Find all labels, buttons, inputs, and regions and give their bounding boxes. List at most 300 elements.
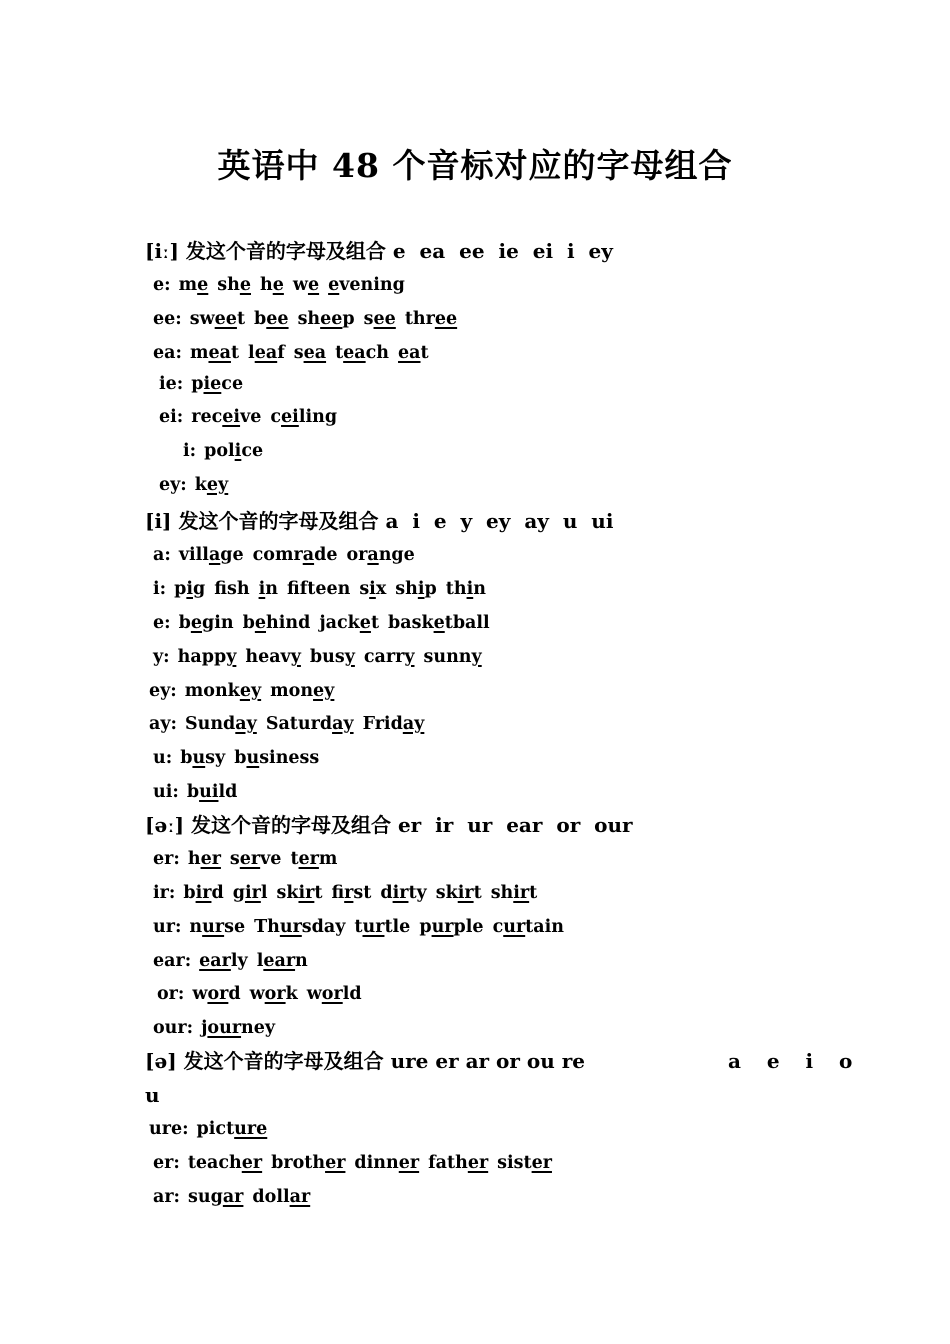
word-part: b	[180, 748, 193, 768]
section-heading-schwa-tail: a e i o	[728, 1049, 853, 1073]
word-part: s	[359, 579, 370, 599]
word-part: mon	[270, 681, 314, 701]
example-word	[298, 308, 355, 330]
underlined-letters: y	[226, 647, 237, 667]
example-word	[189, 916, 245, 938]
word-part: n	[295, 951, 308, 971]
example-word	[497, 1152, 552, 1174]
word-part: ve	[240, 407, 262, 427]
example-word	[179, 612, 234, 634]
row-label: ure:	[149, 1119, 189, 1139]
underlined-letters: ey	[313, 681, 335, 701]
word-part: s	[293, 343, 304, 363]
word-part: sh	[297, 309, 321, 329]
example-word	[195, 474, 228, 496]
word-part: fteen	[299, 579, 351, 599]
word-part: ney	[241, 1018, 276, 1038]
underlined-letters: ir	[344, 883, 354, 903]
row-label: our:	[153, 1018, 194, 1038]
word-part: k	[194, 475, 207, 495]
word-part: w	[192, 984, 208, 1004]
example-word	[188, 1186, 243, 1208]
example-word	[335, 342, 389, 364]
row-label: er:	[153, 849, 180, 869]
word-part: w	[249, 984, 265, 1004]
word-part: sh	[490, 883, 514, 903]
word-part: t	[314, 883, 323, 903]
word-part: vening	[339, 275, 405, 295]
word-part: f	[214, 579, 227, 599]
word-part: f	[331, 883, 345, 903]
underlined-letters: ea	[208, 343, 231, 363]
word-part: broth	[271, 1153, 326, 1173]
word-part: t	[473, 883, 482, 903]
underlined-letters: ur	[362, 917, 385, 937]
example-word	[270, 680, 334, 702]
example-word	[419, 916, 483, 938]
underlined-letters: i	[417, 579, 425, 599]
word-part: de	[314, 545, 338, 565]
word-part: d	[228, 984, 241, 1004]
example-word	[310, 646, 355, 668]
word-part: st	[353, 883, 372, 903]
row-label: ei:	[159, 407, 184, 427]
example-word	[266, 713, 354, 735]
underlined-letters: ee	[373, 309, 396, 329]
example-word	[293, 274, 319, 296]
example-word	[363, 713, 425, 735]
example-word	[359, 578, 386, 600]
word-part: c	[492, 917, 504, 937]
example-row	[159, 474, 237, 496]
example-word	[191, 406, 261, 428]
row-label: ir:	[153, 883, 176, 903]
example-word	[491, 882, 538, 904]
underlined-letters: ur	[431, 917, 454, 937]
example-word	[243, 612, 311, 634]
example-word	[197, 1118, 268, 1140]
underlined-letters: ear	[199, 951, 231, 971]
example-row	[183, 440, 272, 462]
word-part: sday	[301, 917, 346, 937]
underlined-letters: e	[328, 275, 340, 295]
word-part: p	[419, 917, 432, 937]
example-word	[180, 747, 225, 769]
word-part: sunn	[423, 647, 472, 667]
underlined-letters: ei	[222, 407, 241, 427]
example-word	[201, 1017, 275, 1039]
example-word	[254, 308, 289, 330]
word-part: sy	[205, 748, 226, 768]
example-row	[153, 950, 317, 972]
example-row	[153, 646, 491, 668]
example-row	[153, 578, 495, 600]
underlined-letters: ea	[343, 343, 366, 363]
word-part: b	[183, 883, 196, 903]
example-word	[493, 916, 564, 938]
row-label: u:	[153, 748, 173, 768]
example-word	[290, 848, 337, 870]
word-part: n	[473, 579, 486, 599]
section-heading-schwa-wrap: u	[145, 1083, 160, 1107]
word-part: sk	[276, 883, 299, 903]
underlined-letters: ear	[263, 951, 296, 971]
underlined-letters: ui	[199, 782, 219, 802]
row-label: ie:	[159, 374, 184, 394]
word-part: m	[178, 275, 198, 295]
row-label: e:	[153, 275, 171, 295]
example-row	[149, 713, 433, 735]
underlined-letters: ir	[298, 883, 315, 903]
example-word	[271, 1152, 345, 1174]
example-row	[149, 1118, 276, 1140]
underlined-letters: ir	[392, 883, 409, 903]
word-part: sw	[189, 309, 215, 329]
row-label: i:	[153, 579, 167, 599]
underlined-letters: ea	[303, 343, 327, 363]
word-part: l	[248, 343, 255, 363]
word-part: pict	[196, 1119, 235, 1139]
example-word	[174, 578, 205, 600]
underlined-letters: ie	[203, 374, 222, 394]
word-part: b	[178, 613, 191, 633]
word-part: bask	[388, 613, 434, 633]
row-label: e:	[153, 613, 171, 633]
underlined-letters: ea	[398, 343, 421, 363]
word-part: d	[380, 883, 393, 903]
word-part: m	[318, 849, 338, 869]
example-row	[153, 544, 424, 566]
word-part: p	[424, 579, 437, 599]
word-part: n	[265, 579, 278, 599]
row-label: er:	[153, 1153, 180, 1173]
word-part: t	[529, 883, 538, 903]
underlined-letters: ay	[332, 714, 354, 734]
example-row	[153, 848, 346, 870]
word-part: l	[260, 883, 268, 903]
word-part: h	[260, 275, 273, 295]
underlined-letters: ar	[289, 1187, 311, 1207]
example-word	[234, 747, 319, 769]
word-part: Sund	[184, 714, 236, 734]
example-word	[204, 440, 263, 462]
word-part: c	[270, 407, 282, 427]
word-part: ty	[408, 883, 427, 903]
underlined-letters: e	[433, 613, 445, 633]
example-word	[192, 983, 240, 1005]
example-word	[364, 646, 415, 668]
example-word	[276, 882, 322, 904]
word-part: carr	[363, 647, 405, 667]
row-label: y:	[153, 647, 170, 667]
underlined-letters: ure	[234, 1119, 268, 1139]
underlined-letters: our	[207, 1018, 242, 1038]
underlined-letters: a	[367, 545, 379, 565]
example-row	[153, 781, 246, 803]
underlined-letters: er	[200, 849, 221, 869]
example-word	[233, 882, 268, 904]
underlined-letters: y	[344, 647, 355, 667]
example-word	[257, 950, 308, 972]
underlined-letters: y	[471, 647, 482, 667]
example-row	[153, 274, 414, 296]
example-word	[287, 578, 350, 600]
word-part: j	[201, 1018, 208, 1038]
word-part: f	[286, 579, 300, 599]
example-word	[253, 544, 338, 566]
example-word	[354, 916, 410, 938]
underlined-letters: er	[467, 1153, 489, 1173]
example-word	[187, 781, 238, 803]
underlined-letters: ea	[254, 343, 278, 363]
example-word	[214, 578, 249, 600]
underlined-letters: ey	[239, 681, 262, 701]
example-word	[436, 882, 482, 904]
word-part: se	[224, 917, 246, 937]
underlined-letters: e	[239, 275, 251, 295]
word-part: gin	[202, 613, 234, 633]
underlined-letters: ar	[222, 1187, 244, 1207]
word-part: ling	[298, 407, 338, 427]
example-word	[199, 950, 248, 972]
section-heading-schwa: [ə] 发这个音的字母及组合 ure er ar or ou re	[145, 1049, 585, 1073]
example-word	[183, 882, 223, 904]
underlined-letters: e	[254, 613, 266, 633]
example-row	[153, 612, 499, 634]
underlined-letters: ur	[503, 917, 526, 937]
word-part: hind	[266, 613, 311, 633]
row-label: i:	[183, 441, 197, 461]
example-word	[398, 342, 429, 364]
example-word	[395, 578, 436, 600]
underlined-letters: i	[186, 579, 194, 599]
underlined-letters: i	[234, 441, 242, 461]
example-word	[294, 342, 326, 364]
word-part: doll	[252, 1187, 290, 1207]
page-title: 英语中 48 个音标对应的字母组合	[217, 146, 733, 185]
underlined-letters: u	[192, 748, 206, 768]
example-word	[188, 848, 221, 870]
word-part: pol	[204, 441, 235, 461]
example-word	[354, 1152, 419, 1174]
word-part: tain	[525, 917, 564, 937]
example-word	[245, 646, 301, 668]
underlined-letters: er	[298, 849, 319, 869]
example-word	[270, 406, 337, 428]
word-part: comr	[252, 545, 303, 565]
underlined-letters: er	[398, 1153, 420, 1173]
underlined-letters: ay	[235, 714, 257, 734]
word-part: s	[363, 309, 374, 329]
underlined-letters: er	[325, 1153, 346, 1173]
row-label: ar:	[153, 1187, 181, 1207]
underlined-letters: e	[272, 275, 284, 295]
word-part: rec	[191, 407, 223, 427]
word-part: ple	[453, 917, 484, 937]
word-part: t	[236, 309, 246, 329]
underlined-letters: e	[190, 613, 202, 633]
word-part: Saturd	[265, 714, 333, 734]
example-word	[424, 646, 482, 668]
example-word	[405, 308, 457, 330]
word-part: h	[187, 849, 201, 869]
underlined-letters: u	[246, 748, 260, 768]
word-part: t	[335, 343, 344, 363]
example-row	[153, 882, 546, 904]
word-part: x	[375, 579, 387, 599]
word-part: ch	[365, 343, 390, 363]
word-part: or	[346, 545, 368, 565]
example-word	[248, 342, 285, 364]
example-row	[153, 747, 328, 769]
example-word	[364, 308, 396, 330]
word-part: jack	[319, 613, 360, 633]
word-part: heav	[245, 647, 291, 667]
example-row	[159, 406, 346, 428]
word-part: b	[234, 748, 247, 768]
section-heading-long-schwa: [əː] 发这个音的字母及组合 er ir ur ear or our	[145, 813, 633, 837]
underlined-letters: i	[258, 579, 266, 599]
word-part: ge	[220, 545, 244, 565]
underlined-letters: er	[239, 849, 261, 869]
example-row	[153, 1186, 319, 1208]
underlined-letters: e	[307, 275, 320, 295]
word-part: tle	[384, 917, 411, 937]
underlined-letters: ir	[195, 883, 212, 903]
underlined-letters: ur	[202, 917, 225, 937]
word-part: t	[230, 343, 240, 363]
example-row	[149, 680, 343, 702]
example-row	[153, 1017, 284, 1039]
example-word	[331, 882, 371, 904]
example-word	[388, 612, 490, 634]
underlined-letters: y	[290, 647, 301, 667]
example-word	[259, 578, 278, 600]
example-word	[217, 274, 251, 296]
word-part: thr	[404, 309, 435, 329]
example-word	[191, 373, 243, 395]
example-word	[190, 308, 245, 330]
underlined-letters: ir	[244, 883, 261, 903]
word-part: monk	[184, 681, 240, 701]
example-word	[428, 1152, 488, 1174]
example-row	[153, 916, 573, 938]
example-word	[446, 578, 486, 600]
word-part: s	[229, 849, 240, 869]
underlined-letters: ei	[281, 407, 299, 427]
underlined-letters: ey	[206, 475, 229, 495]
underlined-letters: e	[197, 275, 209, 295]
underlined-letters: ay	[402, 714, 425, 734]
word-part: nge	[378, 545, 415, 565]
underlined-letters: or	[264, 984, 286, 1004]
underlined-letters: ee	[214, 309, 237, 329]
word-part: m	[189, 343, 209, 363]
example-word	[380, 882, 426, 904]
example-word	[185, 713, 257, 735]
word-part: bus	[309, 647, 345, 667]
example-word	[254, 916, 345, 938]
example-word	[179, 544, 244, 566]
word-part: ld	[218, 782, 238, 802]
row-label: ear:	[153, 951, 192, 971]
word-part: sist	[497, 1153, 532, 1173]
row-label: ur:	[153, 917, 182, 937]
word-part: k	[285, 984, 298, 1004]
word-part: ce	[241, 441, 264, 461]
word-part: w	[292, 275, 308, 295]
row-label: a:	[153, 545, 171, 565]
example-word	[328, 274, 405, 296]
example-word	[190, 342, 239, 364]
word-part: w	[306, 984, 322, 1004]
example-word	[260, 274, 284, 296]
underlined-letters: ur	[279, 917, 302, 937]
underlined-letters: er	[531, 1153, 552, 1173]
underlined-letters: ir	[457, 883, 474, 903]
word-part: Frid	[362, 714, 403, 734]
word-part: l	[256, 951, 264, 971]
word-part: sug	[188, 1187, 223, 1207]
word-part: ld	[342, 984, 362, 1004]
word-part: p	[174, 579, 187, 599]
word-part: f	[277, 343, 285, 363]
underlined-letters: ee	[266, 309, 289, 329]
word-part: dinn	[354, 1153, 399, 1173]
word-part: siness	[259, 748, 320, 768]
word-part: ve	[260, 849, 282, 869]
word-part: p	[342, 309, 355, 329]
word-part: d	[211, 883, 224, 903]
underlined-letters: e	[359, 613, 371, 633]
word-part: teach	[187, 1153, 242, 1173]
underlined-letters: y	[404, 647, 415, 667]
word-part: ly	[230, 951, 248, 971]
row-label: or:	[157, 984, 185, 1004]
word-part: t	[290, 849, 299, 869]
example-word	[179, 274, 209, 296]
word-part: sh	[227, 579, 250, 599]
row-label: ee:	[153, 309, 182, 329]
section-heading-long-i: [iː] 发这个音的字母及组合 e ea ee ie ei i ey	[145, 239, 613, 263]
example-row	[153, 308, 466, 330]
example-word	[346, 544, 414, 566]
word-part: fath	[428, 1153, 468, 1173]
word-part: Th	[254, 917, 280, 937]
word-part: g	[232, 883, 245, 903]
underlined-letters: or	[207, 984, 229, 1004]
underlined-letters: er	[241, 1153, 263, 1173]
example-row	[159, 373, 252, 395]
underlined-letters: i	[466, 579, 474, 599]
underlined-letters: ir	[513, 883, 530, 903]
word-part: t	[370, 613, 380, 633]
underlined-letters: or	[321, 984, 343, 1004]
word-part: ce	[221, 374, 244, 394]
word-part: sk	[435, 883, 458, 903]
row-label: ea:	[153, 343, 182, 363]
word-part: tball	[444, 613, 490, 633]
word-part: b	[186, 782, 200, 802]
word-part: sh	[395, 579, 418, 599]
underlined-letters: ee	[320, 309, 343, 329]
example-word	[307, 983, 362, 1005]
example-word	[319, 612, 379, 634]
row-label: ay:	[149, 714, 177, 734]
example-word	[185, 680, 261, 702]
example-row	[157, 983, 371, 1005]
underlined-letters: a	[302, 545, 315, 565]
